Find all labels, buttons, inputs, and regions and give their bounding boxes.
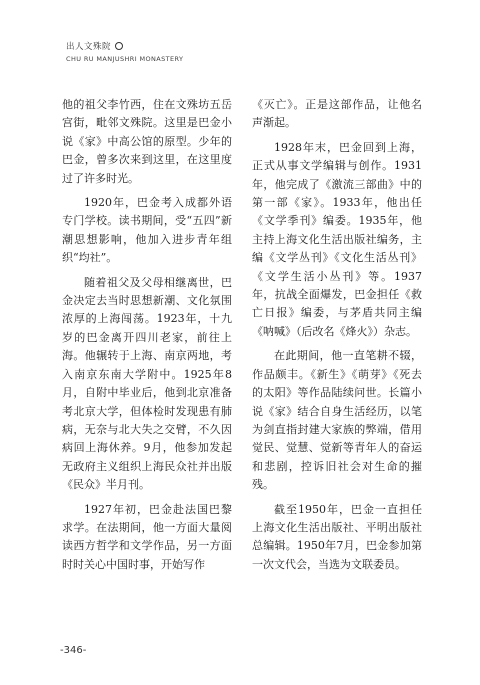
header-title-row [66, 40, 183, 52]
circle-icon [115, 42, 123, 50]
paragraph: 1920年，巴金考入成都外语专门学校。读书期间，受“五四”新潮思想影响，他加入进步青年组织“均社”。 [62, 196, 232, 265]
paragraph: 1927年初，巴金赴法国巴黎求学。在法期间，他一方面大量阅读西方哲学和文学作品，另一方面时时关心中国时事，开始写作 [62, 502, 232, 571]
left-column [62, 96, 232, 580]
body-columns [62, 96, 422, 580]
paragraph: 《灭亡》。正是这部作品，让他名声渐起。 [252, 98, 422, 130]
paragraph: 在此期间，他一直笔耕不辍，作品颇丰。《新生》《萌芽》《死去的太阳》等作品陆续问世。长篇小说《家》结合自身生活经历，以笔为剑直指封建大家族的弊端，借用觉民、觉慧、觉新等青年人的奋运和悲剧，控诉旧社会对生命的摧残。 [252, 349, 422, 492]
paragraph: 截至1950年，巴金一直担任上海文化生活出版社、平明出版社总编辑。1950年7月，巴金参加第一次文代会，当选为文联委员。 [252, 502, 422, 571]
right-column [252, 96, 422, 580]
paragraph: 1928年末，巴金回到上海，正式从事文学编辑与创作。1931年，他完成了《激流三部曲》中的第一部《家》。1933年，他出任《文学季刊》编委。1935年，他主持上海文化生活出版社编务，主编《文学丛刊》《文化生活丛刊》《文学生活小丛刊》等。1937年，抗战全面爆发，巴金担任《救亡日报》编委，与茅盾共同主编《呐喊》（后改名《烽火》）杂志。 [252, 140, 422, 338]
page-header [66, 40, 183, 63]
page-number: -346- [60, 645, 87, 656]
header-title-en: CHU RU MANJUSHRI MONASTERY [66, 55, 184, 63]
paragraph: 随着祖父及父母相继离世，巴金决定去当时思想新潮、文化氛围浓厚的上海闯荡。1923年，十九岁的巴金离开四川老家，前往上海。他辗转于上海、南京两地，考入南京东南大学附中。1925年8月，自附中毕业后，他到北京准备考北京大学，但体检时发现患有肺病，无奈与北大失之交臂，不久因病回上海休养。9月，他参加发起无政府主义组织上海民众社并出版《民众》半月刊。 [62, 275, 232, 492]
header-title-cn: 出人文殊院 [66, 42, 112, 52]
paragraph: 他的祖父李竹西，住在文殊坊五岳宫街，毗邻文殊院。这里是巴金小说《家》中高公馆的原型。少年的巴金，曾多次来到这里，在这里度过了许多时光。 [62, 98, 232, 185]
